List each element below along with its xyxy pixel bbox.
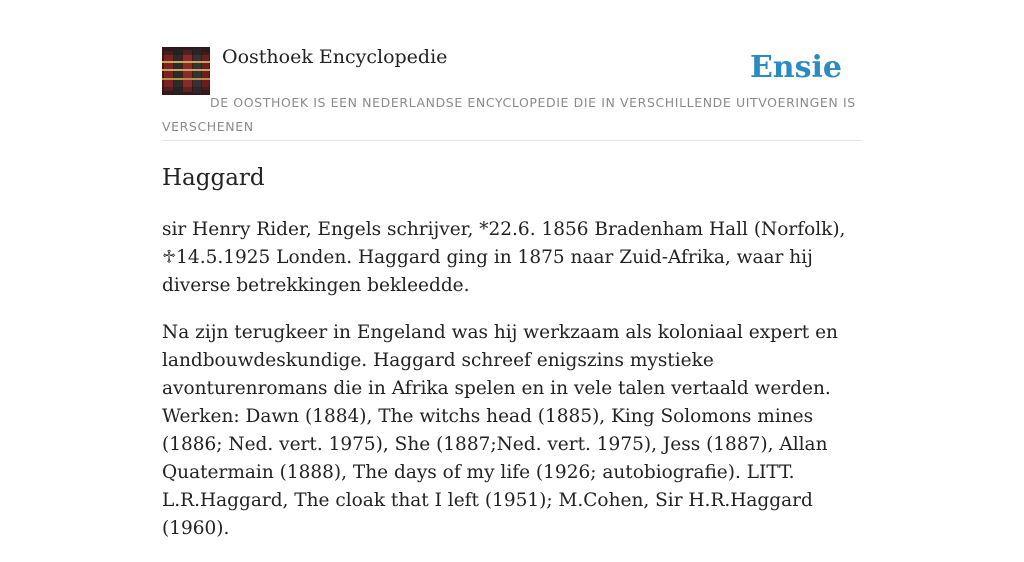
- article-paragraph-1: sir Henry Rider, Engels schrijver, *22.6. 1856 Bradenham Hall (Norfolk), ♱14.5.1925 Londen. Haggard ging in 1875 naar Zuid-Afrika, waar hij diverse betrekkingen bekleedde.: [162, 219, 846, 296]
- article-title: Haggard: [162, 165, 265, 191]
- article-paragraph-2: Na zijn terugkeer in Engeland was hij werkzaam als koloniaal expert en landbouwdeskundige. Haggard schreef enigszins mystieke avonturenromans die in Afrika spelen en in vele talen vertaald werden. Werken: Dawn (1884), The witchs head (1885), King Solomons mines (1886; Ned. vert. 1975), She (1887;Ned. vert. 1975), Jess (1887), Allan Quatermain (1888), The days of my life (1926; autobiografie). LITT. L.R.Haggard, The cloak that I left (1951); M.Cohen, Sir H.R.Haggard (1960).: [162, 322, 838, 539]
- encyclopedia-avatar-icon[interactable]: [162, 47, 210, 95]
- site-header: [162, 40, 862, 141]
- brand-logo[interactable]: Ensie: [749, 50, 842, 85]
- book-spines-icon: [162, 47, 210, 95]
- site-tagline: DE OOSTHOEK IS EEN NEDERLANDSE ENCYCLOPEDIE DIE IN VERSCHILLENDE UITVOERINGEN IS VERSCHENEN: [162, 95, 856, 134]
- site-title[interactable]: Oosthoek Encyclopedie: [222, 46, 448, 68]
- article: [162, 162, 862, 562]
